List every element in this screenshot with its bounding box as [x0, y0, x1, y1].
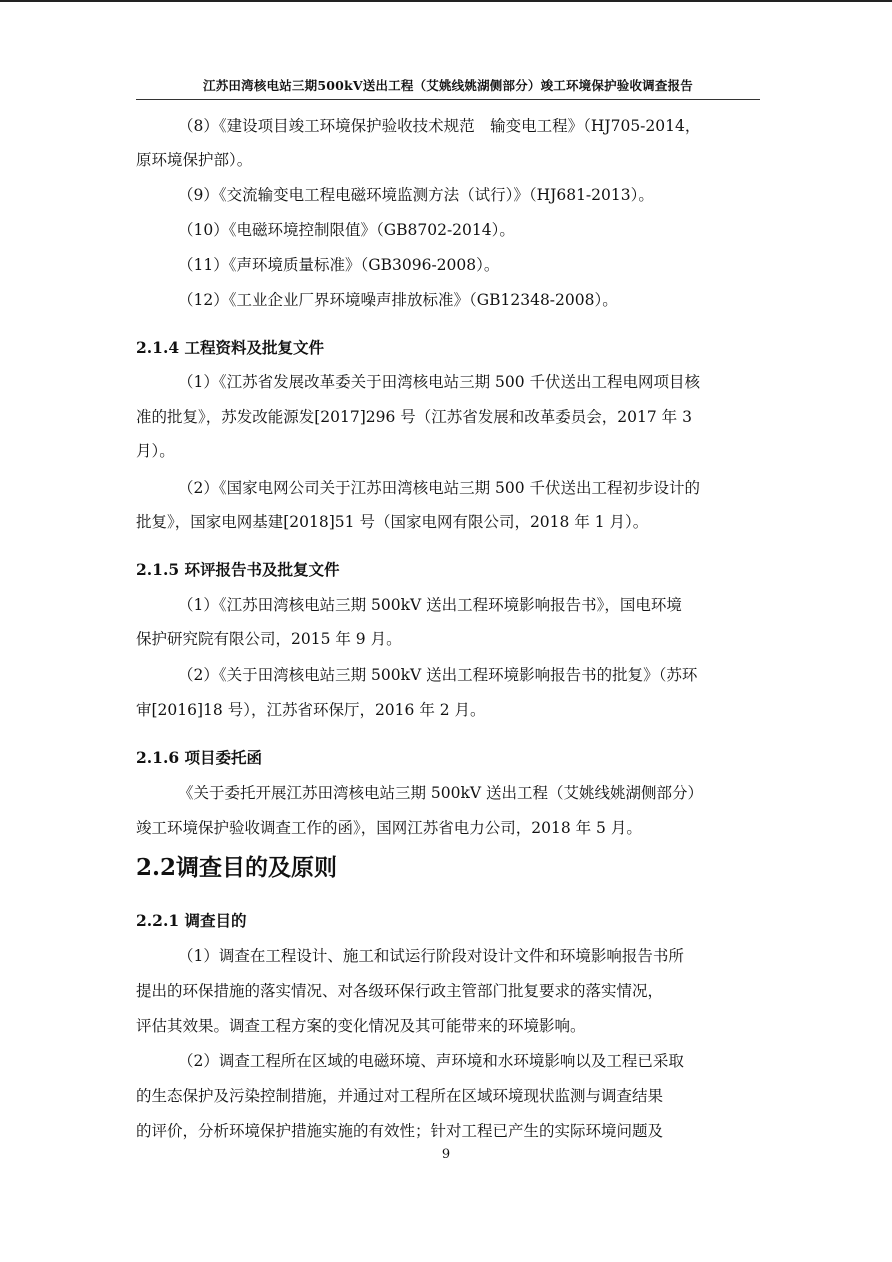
s221-para1-line2: 提出的环保措施的落实情况、对各级环保行政主管部门批复要求的落实情况，	[136, 982, 664, 1000]
ref-9: （9）《交流输变电工程电磁环境监测方法（试行）》（HJ681-2013）。	[178, 186, 654, 204]
s221-para2-line1: （2）调查工程所在区域的电磁环境、声环境和水环境影响以及工程已采取	[178, 1052, 684, 1070]
s216-para1-line2: 竣工环境保护验收调查工作的函》，国网江苏省电力公司，2018 年 5 月。	[136, 819, 642, 837]
s214-para1-line3: 月）。	[136, 442, 175, 460]
s215-para2-line1: （2）《关于田湾核电站三期 500kV 送出工程环境影响报告书的批复》（苏环	[178, 666, 698, 684]
s221-para2-line2: 的生态保护及污染控制措施，并通过对工程所在区域环境现状监测与调查结果	[136, 1087, 664, 1105]
s221-para1-line3: 评估其效果。调查工程方案的变化情况及其可能带来的环境影响。	[136, 1017, 586, 1035]
s214-para2-line2: 批复》，国家电网基建[2018]51 号（国家电网有限公司，2018 年 1 月）。	[136, 513, 649, 531]
s215-para2-line2: 审[2016]18 号），江苏省环保厅，2016 年 2 月。	[136, 701, 486, 719]
section-2-2-1-heading: 2.2.1 调查目的	[136, 911, 247, 930]
top-border-line	[0, 0, 892, 2]
page-number: 9	[441, 1147, 451, 1162]
ref-11: （11）《声环境质量标准》（GB3096-2008）。	[178, 256, 500, 274]
section-2-1-4-heading: 2.1.4 工程资料及批复文件	[136, 338, 325, 357]
ref-8-line2: 原环境保护部）。	[136, 151, 253, 169]
s214-para1-line1: （1）《江苏省发展改革委关于田湾核电站三期 500 千伏送出工程电网项目核	[178, 373, 701, 391]
s215-para1-line2: 保护研究院有限公司，2015 年 9 月。	[136, 630, 402, 648]
header-rule	[136, 99, 760, 100]
s214-para1-line2: 准的批复》，苏发改能源发[2017]296 号（江苏省发展和改革委员会，2017 年 3	[136, 408, 692, 426]
s221-para1-line1: （1）调查在工程设计、施工和试运行阶段对设计文件和环境影响报告书所	[178, 947, 684, 965]
s216-para1-line1: 《关于委托开展江苏田湾核电站三期 500kV 送出工程（艾姚线姚湖侧部分）	[178, 784, 704, 802]
s215-para1-line1: （1）《江苏田湾核电站三期 500kV 送出工程环境影响报告书》，国电环境	[178, 596, 682, 614]
section-2-2-heading: 2.2调查目的及原则	[136, 854, 338, 881]
s221-para2-line3: 的评价，分析环境保护措施实施的有效性；针对工程已产生的实际环境问题及	[136, 1122, 664, 1140]
s214-para2-line1: （2）《国家电网公司关于江苏田湾核电站三期 500 千伏送出工程初步设计的	[178, 479, 701, 497]
ref-10: （10）《电磁环境控制限值》（GB8702-2014）。	[178, 221, 515, 239]
running-header: 江苏田湾核电站三期500kV送出工程（艾姚线姚湖侧部分）竣工环境保护验收调查报告	[203, 78, 693, 93]
ref-8-line1: （8）《建设项目竣工环境保护验收技术规范 输变电工程》（HJ705-2014，	[178, 117, 701, 135]
section-2-1-5-heading: 2.1.5 环评报告书及批复文件	[136, 560, 340, 579]
section-2-1-6-heading: 2.1.6 项目委托函	[136, 748, 263, 767]
ref-12: （12）《工业企业厂界环境噪声排放标准》（GB12348-2008）。	[178, 291, 618, 309]
